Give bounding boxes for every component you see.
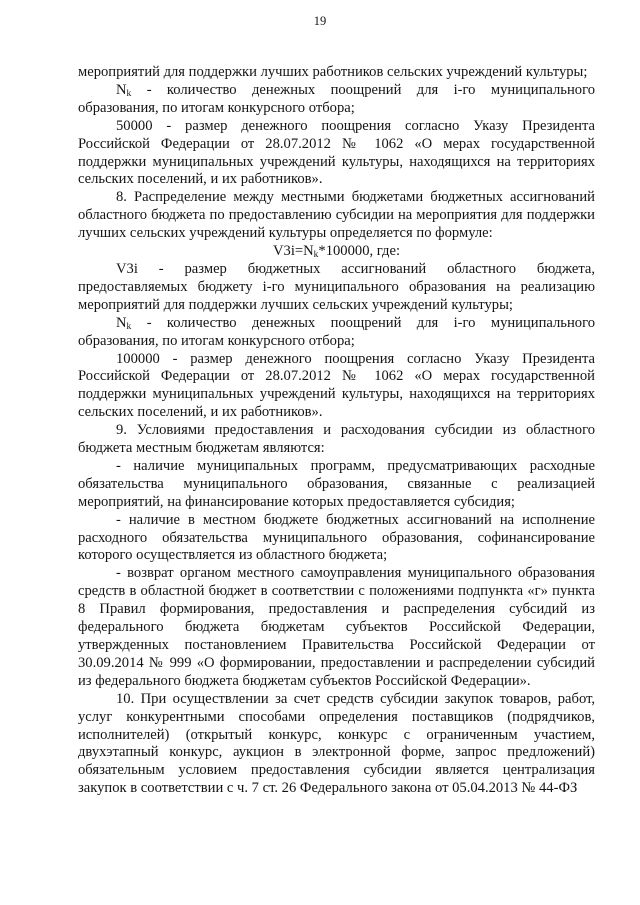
paragraph-nk-definition-2 <box>78 315 595 351</box>
paragraph-text: - количество денежных поощрений для i-го муниципального образования, по итогам конкурсного отбора; <box>78 314 595 349</box>
page-number: 19 <box>313 14 327 28</box>
variable-subscript-k: k <box>126 88 132 99</box>
paragraph: 9. Условиями предоставления и расходования субсидии из областного бюджета местным бюджетам являются: <box>78 422 595 457</box>
formula-subscript: k <box>313 250 319 261</box>
list-item: - наличие муниципальных программ, предусматривающих расходные обязательства муниципального образования, связанные с реализацией мероприятий, на финансирование которых предоставляется субсидия; <box>78 457 595 510</box>
paragraph: 50000 - размер денежного поощрения согласно Указу Президента Российской Федерации от 28.07.2012 № 1062 «О мерах государственной поддержки муниципальных учреждений культуры, находящихся на территориях сельских поселений, и их работников». <box>78 117 595 188</box>
paragraph: мероприятий для поддержки лучших работников сельских учреждений культуры; <box>78 64 588 80</box>
document-body <box>78 64 595 798</box>
formula-lhs: V3i=N <box>272 243 314 260</box>
paragraph: 8. Распределение между местными бюджетами бюджетных ассигнований областного бюджета по предоставлению субсидии на мероприятия для поддержки лучших сельских учреждений культуры определяется по формуле: <box>78 189 595 242</box>
paragraph-text: - количество денежных поощрений для i-го муниципального образования, по итогам конкурсного отбора; <box>78 81 595 116</box>
formula <box>78 243 595 261</box>
list-item: - возврат органом местного самоуправления муниципального образования средств в областной бюджет в соответствии с положениями подпункта «г» пункта 8 Правил формирования, предоставления и распределения субсидий из федерального бюджета бюджетам субъектов Российской Федерации, утвержденных постановлением Правительства Российской Федерации от 30.09.2014 № 999 «О формировании, предоставлении и распределении субсидий из федерального бюджета бюджетам субъектов Российской Федерации». <box>78 565 595 689</box>
formula-rhs: *100000, где: <box>318 243 400 260</box>
paragraph: V3i - размер бюджетных ассигнований областного бюджета, предоставляемых бюджету i-го муниципального образования на реализацию мероприятий для поддержки лучших сельских учреждений культуры; <box>78 260 595 313</box>
paragraph: 100000 - размер денежного поощрения согласно Указу Президента Российской Федерации от 28.07.2012 № 1062 «О мерах государственной поддержки муниципальных учреждений культуры, находящихся на территориях сельских поселений, и их работников». <box>78 350 595 421</box>
variable-n: N <box>116 314 127 331</box>
paragraph: 10. При осуществлении за счет средств субсидии закупок товаров, работ, услуг конкурентными способами определения поставщиков (подрядчиков, исполнителей) (открытый конкурс, конкурс с ограниченным участием, двухэтапный конкурс, аукцион в электронной форме, запрос предложений) обязательным условием предоставления субсидии является централизация закупок в соответствии с ч. 7 ст. 26 Федерального закона от 05.04.2013 № 44-ФЗ <box>78 690 595 797</box>
variable-n: N <box>116 81 127 98</box>
variable-subscript-k: k <box>126 321 132 332</box>
list-item: - наличие в местном бюджете бюджетных ассигнований на исполнение расходного обязательства муниципального образования, софинансирование которого осуществляется из областного бюджета; <box>78 511 595 564</box>
paragraph-nk-definition-1 <box>78 82 595 118</box>
